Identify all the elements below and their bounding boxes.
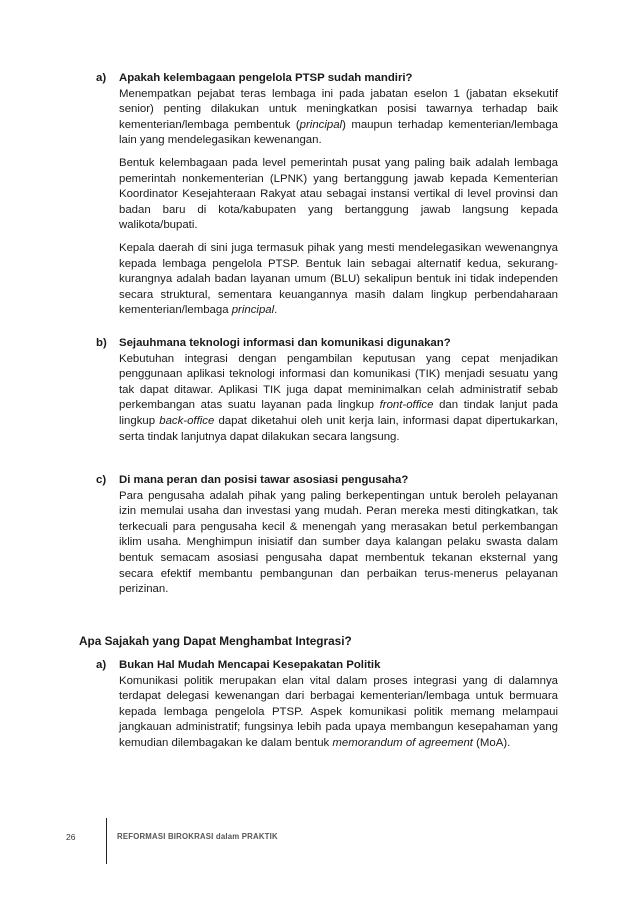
paragraph: Kebutuhan integrasi dengan pengambilan keputusan yang cepat menjadikan penggunaan aplikasi teknologi informasi dan komunikasi (TIK) menjadi sesuatu yang tak dapat ditawar. Aplikasi TIK juga dapat meminimalkan celah administratif sebab perkembangan atas suatu layanan pada lingkup front-office dan tindak lanjut pada lingkup back-office dapat diketahui oleh unit kerja lain, informasi dapat dipertukarkan, serta tindak lanjutnya dapat dilakukan secara langsung. xyxy=(119,352,558,443)
question-title: Sejauhmana teknologi informasi dan komunikasi digunakan? xyxy=(119,337,451,349)
paragraph: Bentuk kelembagaan pada level pemerintah pusat yang paling baik adalah lembaga pemerintah nonkementerian (LPNK) yang bertanggung jawab kepada Kementerian Koordinator Kesejahteraan Rakyat atau sebagai instansi vertikal di level provinsi dan badan baru di kota/kabupaten yang bertanggung jawab langsung kepada walikota/bupati. xyxy=(119,156,558,232)
paragraph: Para pengusaha adalah pihak yang paling berkepentingan untuk beroleh pelayanan izin memulai usaha dan investasi yang mudah. Peran mereka mesti ditingkatkan, tak terkecuali para pengusaha kecil & menengah yang merasakan betul perkembangan iklim usaha. Menghimpun inisiatif dan sumber daya kalangan pelaku swasta dalam bentuk semacam asosiasi pengusaha dapat membentuk tekanan eksternal yang secara efektif membantu pembangunan dan perbaikan terus-menerus pelayanan perizinan. xyxy=(119,489,558,596)
question-title: Apakah kelembagaan pengelola PTSP sudah mandiri? xyxy=(119,72,413,84)
obstacle-a xyxy=(96,658,558,752)
list-marker: a) xyxy=(96,72,107,84)
question-c xyxy=(96,473,558,598)
question-a xyxy=(96,71,558,319)
question-b xyxy=(96,336,558,445)
list-marker: a) xyxy=(96,659,107,671)
footer-divider xyxy=(106,818,107,864)
paragraph: Kepala daerah di sini juga termasuk pihak yang mesti mendelegasikan wewenangnya kepada lembaga pengelola PTSP. Bentuk lain sebagai alternatif kedua, sekurang-kurangnya adalah badan layanan umum (BLU) sekalipun bentuk ini tidak independen secara struktural, sementara keuangannya masih dalam lingkup perbendaharaan kementerian/lembaga principal. xyxy=(119,241,558,317)
question-title: Bukan Hal Mudah Mencapai Kesepakatan Politik xyxy=(119,659,381,671)
running-title: REFORMASI BIROKRASI dalam PRAKTIK xyxy=(117,832,278,841)
question-title: Di mana peran dan posisi tawar asosiasi pengusaha? xyxy=(119,474,409,486)
list-marker: b) xyxy=(96,337,107,349)
list-marker: c) xyxy=(96,474,107,486)
paragraph: Komunikasi politik merupakan elan vital dalam proses integrasi yang di dalamnya terdapat delegasi kewenangan dari berbagai kementerian/lembaga untuk bermuara kepada lembaga pengelola PTSP. Aspek komunikasi politik memang melampaui jangkauan administratif; fungsinya lebih pada upaya membangun kesepahaman yang kemudian dilembagakan ke dalam bentuk memorandum of agreement (MoA). xyxy=(119,674,558,749)
section-heading: Apa Sajakah yang Dapat Menghambat Integrasi? xyxy=(79,634,352,648)
page-number: 26 xyxy=(66,832,76,842)
paragraph: Menempatkan pejabat teras lembaga ini pada jabatan eselon 1 (jabatan eksekutif senior) penting dilakukan untuk meningkatkan posisi tawarnya terhadap baik kementerian/lembaga pembentuk (principal) maupun terhadap kementerian/lembaga lain yang mendelegasikan kewenangan. xyxy=(119,87,558,147)
